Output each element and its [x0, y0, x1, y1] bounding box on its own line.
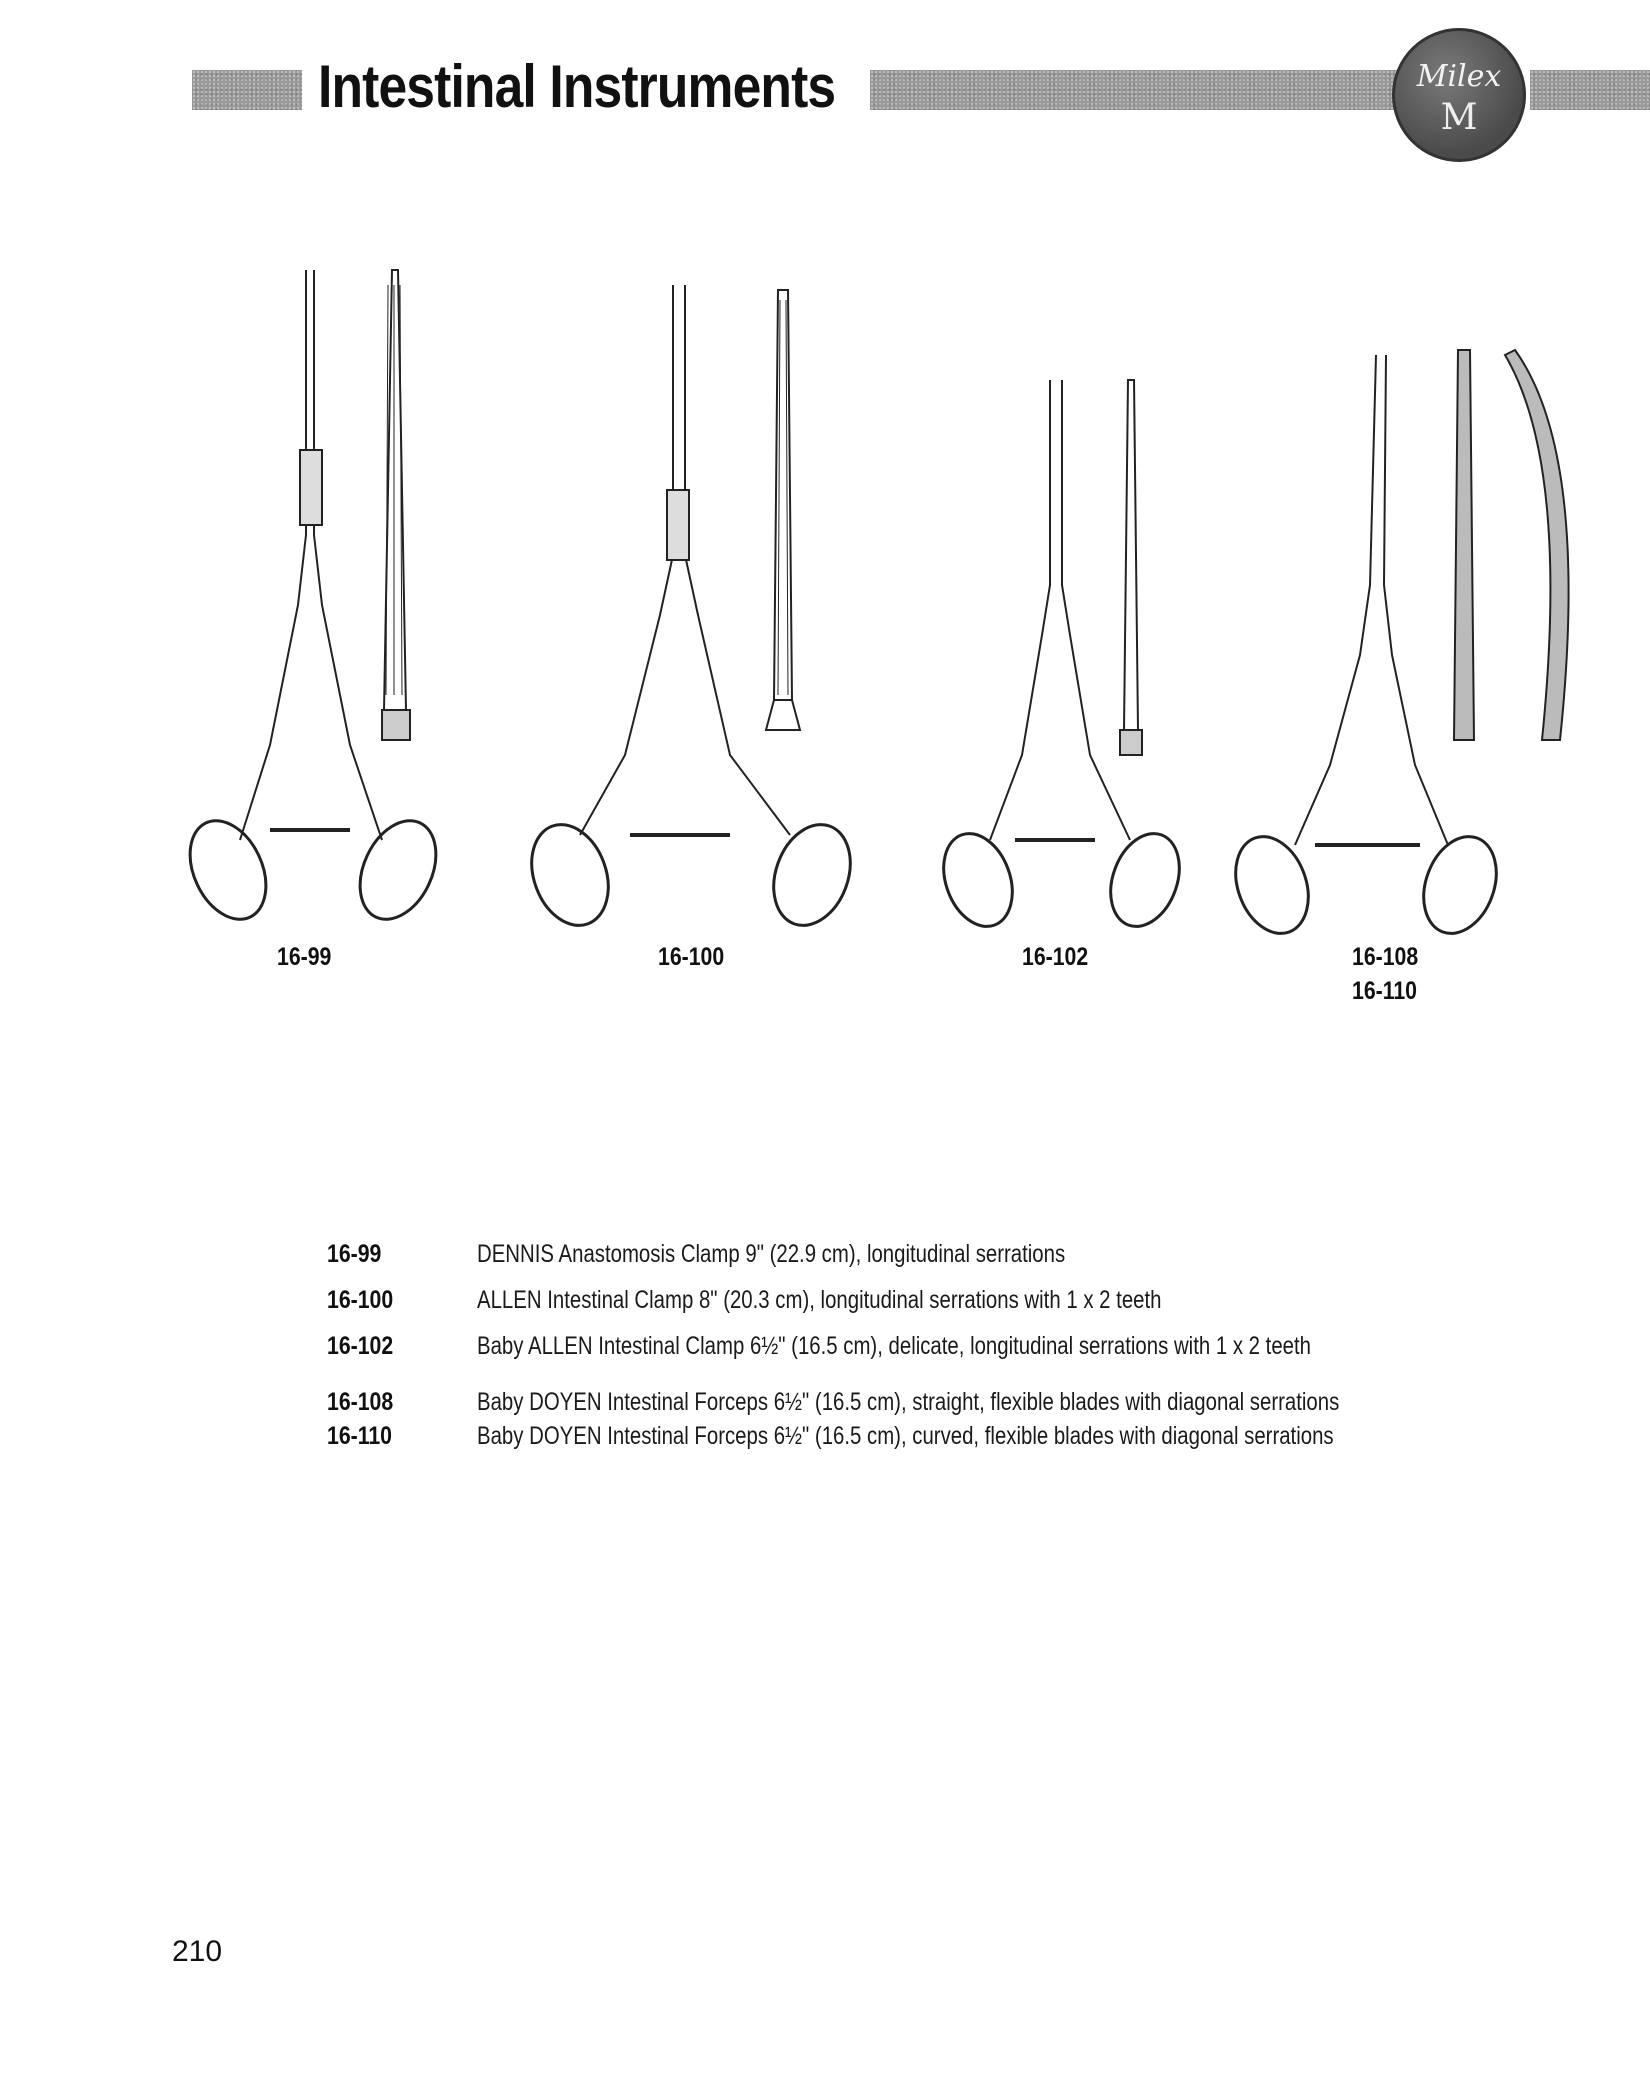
- header-bar-far-right: [1530, 70, 1650, 110]
- illustration-label-16-102: [1022, 940, 1088, 974]
- catalog-description: DENNIS Anastomosis Clamp 9" (22.9 cm), longitudinal serrations: [477, 1240, 1066, 1268]
- catalog-number: 16-110: [327, 1422, 392, 1450]
- blade-detail-curved: [1505, 350, 1569, 740]
- label-line: 16-102: [1022, 943, 1089, 971]
- instrument-illustrations: [170, 255, 1590, 955]
- label-line: 16-110: [1352, 977, 1417, 1005]
- catalog-row: [327, 1240, 1627, 1286]
- header-bar-left: [192, 70, 302, 110]
- clamp-16-102-drawing: [932, 380, 1192, 936]
- catalog-description: Baby DOYEN Intestinal Forceps 6½" (16.5 cm), straight, flexible blades with diagonal serrations: [477, 1388, 1340, 1416]
- header-bar-right: [870, 70, 1398, 110]
- logo-script-text: Milex: [1416, 59, 1502, 94]
- catalog-description: ALLEN Intestinal Clamp 8" (20.3 cm), longitudinal serrations with 1 x 2 teeth: [477, 1286, 1162, 1314]
- jaw-detail-16-100: [766, 290, 800, 730]
- label-line: 16-100: [658, 943, 725, 971]
- catalog-number: 16-102: [327, 1332, 394, 1360]
- illustration-label-16-99: [277, 940, 331, 974]
- catalog-number: 16-108: [327, 1388, 394, 1416]
- jaw-detail-16-99: [382, 270, 410, 740]
- page-title: Intestinal Instruments: [318, 53, 836, 120]
- catalog-row: [327, 1422, 1627, 1456]
- label-line: 16-108: [1352, 943, 1419, 971]
- illustration-label-16-100: [658, 940, 724, 974]
- page-number: 210: [172, 1935, 223, 1968]
- catalog-row: [327, 1286, 1627, 1332]
- catalog-number: 16-99: [327, 1240, 382, 1268]
- catalog-row: [327, 1388, 1627, 1422]
- label-line: 16-99: [277, 943, 332, 971]
- illustration-label-16-108-16-110: [1352, 940, 1418, 1008]
- catalog-list: [327, 1240, 1627, 1456]
- clamp-16-99-drawing: [175, 270, 451, 931]
- catalog-number: 16-100: [327, 1286, 394, 1314]
- catalog-description: Baby DOYEN Intestinal Forceps 6½" (16.5 cm), curved, flexible blades with diagonal serrations: [477, 1422, 1334, 1450]
- jaw-detail-16-102: [1120, 380, 1142, 755]
- clamp-16-100-drawing: [518, 285, 863, 936]
- blade-detail-straight: [1454, 350, 1474, 740]
- catalog-description: Baby ALLEN Intestinal Clamp 6½" (16.5 cm), delicate, longitudinal serrations with 1 x 2 teeth: [477, 1332, 1311, 1360]
- logo-mark-text: M: [1440, 97, 1478, 138]
- catalog-row: [327, 1332, 1627, 1388]
- brand-logo: [1392, 28, 1526, 162]
